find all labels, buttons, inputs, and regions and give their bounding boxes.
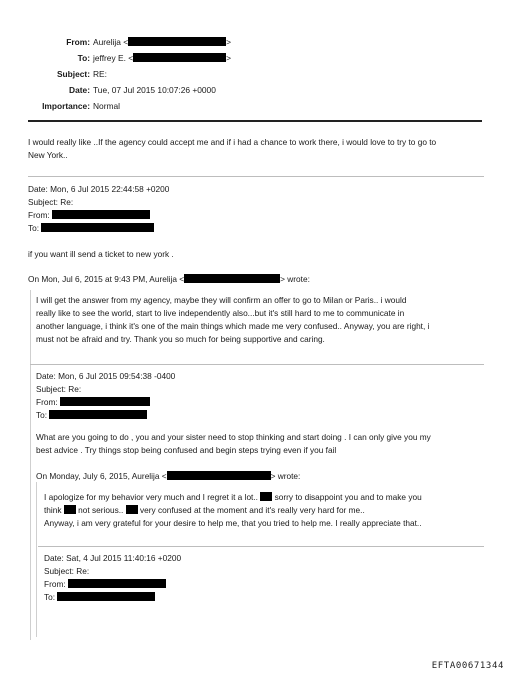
quoted-header-3: [44, 552, 181, 604]
quote-divider: [28, 176, 484, 177]
subject-label: Subject:: [56, 69, 90, 79]
redaction-bar: [128, 37, 226, 46]
to-label: To:: [77, 53, 90, 63]
header-to-row: [0, 50, 512, 66]
message-body: [28, 136, 486, 162]
date-label: Date:: [69, 85, 90, 95]
quoted-body-2: [36, 294, 486, 346]
quoted-to: [36, 409, 175, 422]
quoted-to-label: To:: [28, 223, 40, 233]
redaction-bar: [260, 492, 272, 501]
attribution-2: [36, 470, 300, 483]
redaction-bar: [57, 592, 155, 601]
quoted-body-3: [36, 431, 486, 457]
quoted-from-label: From:: [28, 210, 50, 220]
redaction-bar: [52, 210, 150, 219]
quoted-subject: Subject: Re:: [28, 197, 74, 207]
message-line: Anyway, i am very grateful for your desire to help me, that you tried to help me. I really appreciate that..: [44, 518, 422, 528]
header-divider: [28, 120, 482, 122]
attribution-1: [28, 273, 310, 286]
redaction-bar: [41, 223, 154, 232]
email-header: [0, 34, 512, 114]
message-fragment: not serious..: [78, 505, 124, 515]
from-suffix: >: [226, 37, 232, 47]
message-fragment: very confused at the moment and it's really very hard for me..: [139, 505, 365, 515]
header-subject-row: [0, 66, 512, 82]
message-line: New York..: [28, 150, 68, 160]
attribution-prefix: On Monday, July 6, 2015, Aurelija <: [36, 471, 167, 481]
quote-bar: [36, 482, 37, 637]
header-from-row: [0, 34, 512, 50]
document-id: EFTA00671344: [431, 661, 504, 671]
quoted-date: Date: Mon, 6 Jul 2015 22:44:58 +0200: [28, 184, 170, 194]
importance-label: Importance:: [42, 101, 90, 111]
quoted-to-label: To:: [36, 410, 48, 420]
redaction-bar: [133, 53, 226, 62]
quoted-from-label: From:: [44, 579, 66, 589]
redaction-bar: [49, 410, 147, 419]
redaction-bar: [167, 471, 271, 480]
quote-divider: [30, 364, 484, 365]
quote-bar: [30, 290, 31, 640]
importance-value: Normal: [93, 101, 120, 111]
quoted-body-4: [44, 491, 486, 530]
to-name: jeffrey E. <: [93, 53, 134, 63]
quoted-header-1: [28, 183, 169, 235]
quoted-to-label: To:: [44, 592, 56, 602]
redaction-bar: [184, 274, 280, 283]
message-line: [44, 504, 486, 517]
to-suffix: >: [226, 53, 232, 63]
from-value: [93, 34, 231, 50]
attribution-suffix: > wrote:: [270, 471, 301, 481]
header-importance-row: [0, 98, 512, 114]
quoted-from-label: From:: [36, 397, 58, 407]
quoted-from: [44, 578, 181, 591]
quoted-header-2: [36, 370, 175, 422]
quoted-to: [28, 222, 169, 235]
quote-divider: [38, 546, 484, 547]
message-line: another language, i think it's one of the main things which made me very confused.. Anyway, you are right, i: [36, 321, 430, 331]
message-line: really like to see the world, start to live independently also...but it's still hard to me to communicate in: [36, 308, 405, 318]
message-fragment: I apologize for my behavior very much and I regret it a lot..: [44, 492, 258, 502]
quoted-subject: Subject: Re:: [44, 566, 90, 576]
quoted-date: Date: Mon, 6 Jul 2015 09:54:38 -0400: [36, 371, 176, 381]
quoted-from: [36, 396, 175, 409]
message-line: I would really like ..If the agency could accept me and if i had a chance to work there, i would love to try to go to: [28, 137, 437, 147]
message-line: What are you going to do , you and your sister need to stop thinking and start doing . I can only give you my: [36, 432, 431, 442]
quoted-subject: Subject: Re:: [36, 384, 82, 394]
redaction-bar: [126, 505, 138, 514]
message-fragment: think: [44, 505, 62, 515]
message-line: [44, 491, 486, 504]
subject-value: RE:: [93, 69, 107, 79]
redaction-bar: [64, 505, 76, 514]
quoted-body-1: if you want ill send a ticket to new york .: [28, 249, 174, 259]
date-value: Tue, 07 Jul 2015 10:07:26 +0000: [93, 85, 216, 95]
from-name: Aurelija <: [93, 37, 129, 47]
message-line: must not be afraid and try. Thank you so much for being supportive and caring.: [36, 334, 325, 344]
message-line: I will get the answer from my agency, maybe they will confirm an offer to go to Milan or Paris.. i would: [36, 295, 407, 305]
attribution-prefix: On Mon, Jul 6, 2015 at 9:43 PM, Aurelija <: [28, 274, 185, 284]
from-label: From:: [66, 37, 90, 47]
quoted-date: Date: Sat, 4 Jul 2015 11:40:16 +0200: [44, 553, 182, 563]
header-date-row: [0, 82, 512, 98]
quoted-from: [28, 209, 169, 222]
attribution-suffix: > wrote:: [280, 274, 310, 284]
redaction-bar: [60, 397, 150, 406]
message-line: best advice . Try things stop being confused and begin steps trying even if you fail: [36, 445, 337, 455]
to-value: [93, 50, 231, 66]
message-fragment: sorry to disappoint you and to make you: [274, 492, 422, 502]
quoted-to: [44, 591, 181, 604]
redaction-bar: [68, 579, 166, 588]
